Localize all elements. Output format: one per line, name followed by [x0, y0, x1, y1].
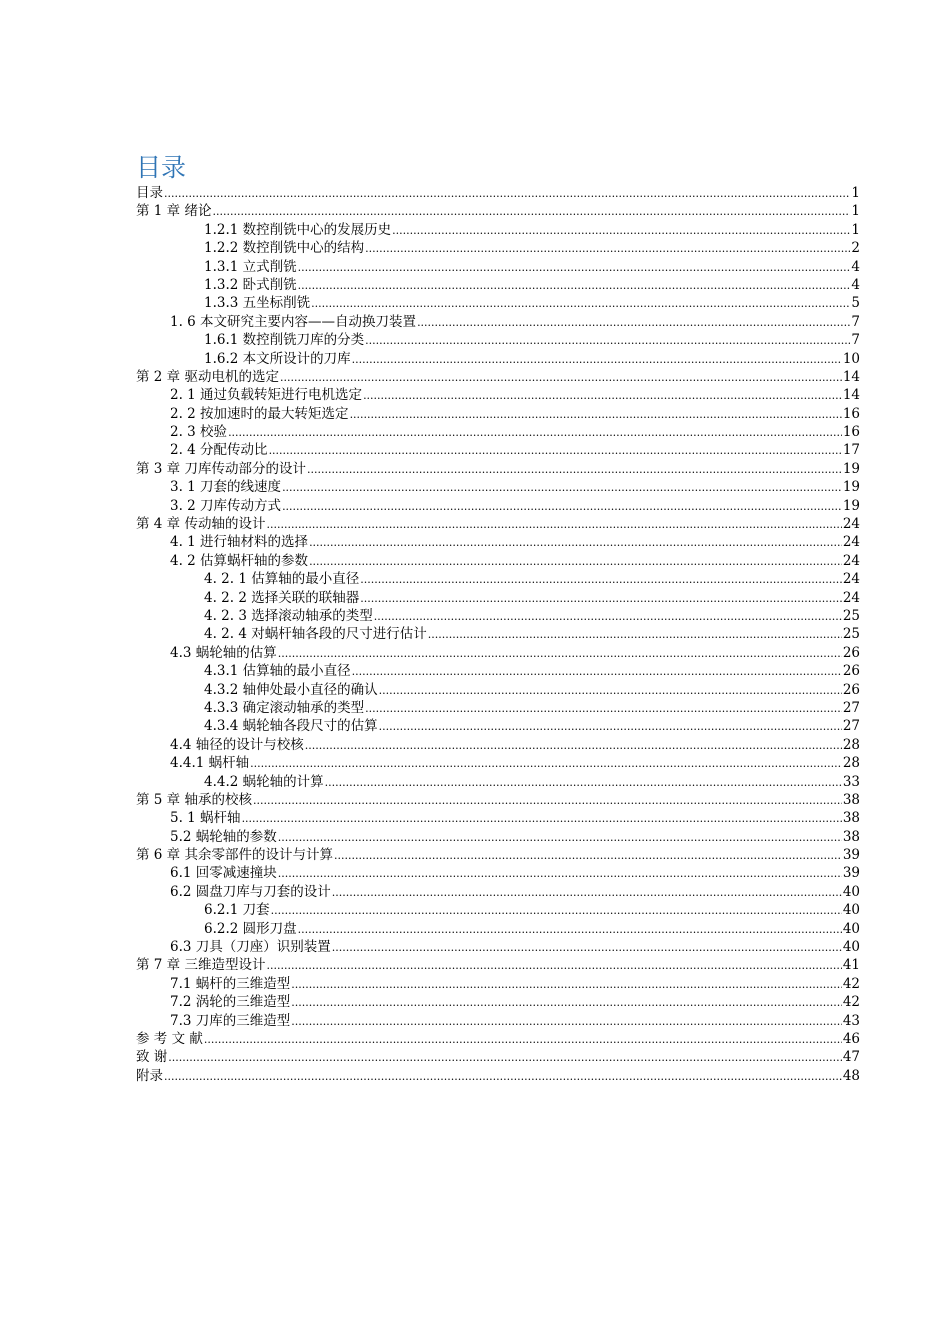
toc-entry[interactable] — [136, 736, 860, 754]
toc-entry-page: 27 — [842, 718, 860, 735]
toc-leader-dots — [334, 847, 842, 864]
toc-entry-text: 4.3.1 估算轴的最小直径 — [204, 663, 351, 680]
toc-leader-dots — [278, 645, 842, 662]
toc-entry[interactable] — [136, 1012, 860, 1030]
toc-entry-text: 2. 4 分配传动比 — [170, 442, 268, 459]
toc-entry-page: 25 — [842, 607, 860, 624]
toc-entry-text: 4. 2. 1 估算轴的最小直径 — [204, 571, 360, 588]
toc-leader-dots — [360, 571, 842, 588]
toc-entry-page: 40 — [842, 920, 860, 937]
toc-entry-text: 3. 1 刀套的线速度 — [170, 479, 282, 496]
toc-entry-page: 25 — [842, 626, 860, 643]
toc-entry-text: 1.2.2 数控削铣中心的结构 — [204, 240, 365, 257]
toc-entry-text: 2. 2 按加速时的最大转矩选定 — [170, 405, 349, 422]
toc-entry-text: 第 1 章 绪论 — [136, 203, 212, 220]
toc-entry-page: 26 — [842, 644, 860, 661]
toc-entry-text: 第 5 章 轴承的校核 — [136, 791, 252, 808]
toc-entry-text: 5.2 蜗轮轴的参数 — [170, 828, 277, 845]
toc-entry-text: 2. 3 校验 — [170, 424, 228, 441]
toc-entry-page: 38 — [842, 828, 860, 845]
toc-entry[interactable] — [136, 644, 860, 662]
toc-entry-text: 1.2.1 数控削铣中心的发展历史 — [204, 221, 392, 238]
toc-leader-dots — [291, 1013, 842, 1030]
toc-entry[interactable] — [136, 809, 860, 827]
toc-entry-page: 27 — [842, 699, 860, 716]
toc-entry-page: 26 — [842, 663, 860, 680]
toc-entry[interactable] — [136, 1030, 860, 1048]
toc-leader-dots — [428, 626, 842, 643]
toc-entry-page: 41 — [842, 957, 860, 974]
toc-entry[interactable] — [136, 938, 860, 956]
toc-entry-text: 4. 2. 2 选择关联的联轴器 — [204, 589, 360, 606]
toc-entry[interactable] — [136, 497, 860, 515]
toc-leader-dots — [212, 203, 850, 220]
toc-entry[interactable] — [136, 276, 860, 294]
toc-entry-page: 40 — [842, 902, 860, 919]
toc-leader-dots — [282, 498, 842, 515]
toc-entry[interactable] — [136, 184, 860, 202]
toc-entry[interactable] — [136, 221, 860, 239]
toc-entry-page: 16 — [842, 424, 860, 441]
toc-entry-text: 6.2 圆盘刀库与刀套的设计 — [170, 883, 331, 900]
toc-leader-dots — [365, 240, 850, 257]
toc-entry-text: 4.4 轴径的设计与校核 — [170, 736, 304, 753]
toc-leader-dots — [253, 792, 842, 809]
toc-leader-dots — [298, 259, 851, 276]
toc-entry-page: 14 — [842, 387, 860, 404]
toc-entry[interactable] — [136, 846, 860, 864]
toc-entry-page: 38 — [842, 791, 860, 808]
toc-leader-dots — [363, 387, 842, 404]
toc-leader-dots — [311, 295, 850, 312]
toc-entry-text: 6.2.2 圆形刀盘 — [204, 920, 297, 937]
toc-leader-dots — [365, 700, 842, 717]
toc-entry[interactable] — [136, 294, 860, 312]
toc-leader-dots — [242, 810, 842, 827]
toc-entry-text: 参 考 文 献 — [136, 1030, 203, 1047]
toc-leader-dots — [266, 957, 841, 974]
toc-entry-text: 4. 2. 3 选择滚动轴承的类型 — [204, 607, 373, 624]
table-of-contents — [136, 184, 860, 1085]
toc-entry-text: 4.4.1 蜗杆轴 — [170, 755, 250, 772]
toc-entry[interactable] — [136, 239, 860, 257]
toc-entry-page: 24 — [842, 552, 860, 569]
toc-entry[interactable] — [136, 754, 860, 772]
toc-entry-page: 19 — [842, 479, 860, 496]
toc-entry[interactable] — [136, 699, 860, 717]
toc-entry-page: 46 — [842, 1030, 860, 1047]
toc-leader-dots — [379, 718, 842, 735]
toc-entry-text: 4. 1 进行轴材料的选择 — [170, 534, 309, 551]
toc-entry-text: 4.3 蜗轮轴的估算 — [170, 644, 277, 661]
toc-entry-text: 第 3 章 刀库传动部分的设计 — [136, 460, 306, 477]
toc-leader-dots — [282, 479, 842, 496]
toc-leader-dots — [266, 516, 841, 533]
toc-entry-page: 4 — [851, 276, 860, 293]
toc-leader-dots — [307, 461, 842, 478]
toc-leader-dots — [379, 682, 842, 699]
toc-leader-dots — [228, 424, 842, 441]
toc-entry[interactable] — [136, 460, 860, 478]
toc-leader-dots — [280, 369, 842, 386]
toc-leader-dots — [204, 1031, 842, 1048]
toc-entry-page: 48 — [842, 1067, 860, 1084]
toc-entry-page: 39 — [842, 847, 860, 864]
toc-entry-page: 33 — [842, 773, 860, 790]
toc-entry[interactable] — [136, 441, 860, 459]
toc-entry-text: 5. 1 蜗杆轴 — [170, 810, 241, 827]
toc-entry[interactable] — [136, 202, 860, 220]
toc-entry-page: 26 — [842, 681, 860, 698]
toc-leader-dots — [298, 277, 851, 294]
toc-leader-dots — [291, 994, 842, 1011]
toc-entry[interactable] — [136, 368, 860, 386]
toc-leader-dots — [164, 185, 850, 202]
toc-leader-dots — [291, 976, 842, 993]
toc-entry-text: 4.4.2 蜗轮轴的计算 — [204, 773, 324, 790]
toc-leader-dots — [278, 865, 842, 882]
toc-entry[interactable] — [136, 920, 860, 938]
toc-entry-page: 1 — [851, 221, 860, 238]
toc-entry[interactable] — [136, 515, 860, 533]
toc-entry-text: 3. 2 刀库传动方式 — [170, 497, 282, 514]
toc-entry[interactable] — [136, 386, 860, 404]
toc-entry-page: 40 — [842, 883, 860, 900]
toc-leader-dots — [309, 553, 842, 570]
toc-entry-text: 1.3.1 立式削铣 — [204, 258, 297, 275]
toc-entry-page: 24 — [842, 589, 860, 606]
toc-leader-dots — [325, 774, 842, 791]
toc-entry-page: 24 — [842, 534, 860, 551]
toc-entry[interactable] — [136, 662, 860, 680]
toc-leader-dots — [360, 590, 842, 607]
toc-entry-text: 4.3.3 确定滚动轴承的类型 — [204, 699, 365, 716]
toc-entry-text: 6.3 刀具（刀座）识别装置 — [170, 939, 331, 956]
toc-entry[interactable] — [136, 993, 860, 1011]
toc-entry[interactable] — [136, 552, 860, 570]
toc-leader-dots — [332, 939, 842, 956]
toc-entry[interactable] — [136, 625, 860, 643]
toc-leader-dots — [365, 332, 850, 349]
toc-entry-page: 19 — [842, 497, 860, 514]
toc-entry[interactable] — [136, 791, 860, 809]
toc-entry-text: 附录 — [136, 1067, 163, 1084]
toc-leader-dots — [417, 314, 850, 331]
toc-entry[interactable] — [136, 533, 860, 551]
toc-entry-page: 5 — [851, 295, 860, 312]
toc-leader-dots — [374, 608, 842, 625]
toc-entry-page: 38 — [842, 810, 860, 827]
toc-entry[interactable] — [136, 350, 860, 368]
toc-entry-text: 目录 — [136, 185, 163, 201]
toc-title: 目录 — [136, 153, 187, 182]
toc-entry[interactable] — [136, 956, 860, 974]
toc-leader-dots — [298, 921, 842, 938]
toc-entry-text: 4. 2. 4 对蜗杆轴各段的尺寸进行估计 — [204, 626, 427, 643]
toc-entry-text: 4.3.4 蜗轮轴各段尺寸的估算 — [204, 718, 378, 735]
toc-entry-page: 7 — [851, 313, 860, 330]
toc-entry-text: 4.3.2 轴伸处最小直径的确认 — [204, 681, 378, 698]
toc-entry-page: 19 — [842, 460, 860, 477]
toc-entry-page: 28 — [842, 736, 860, 753]
toc-entry-text: 致 谢 — [136, 1049, 168, 1066]
toc-entry[interactable] — [136, 681, 860, 699]
toc-entry-text: 第 6 章 其余零部件的设计与计算 — [136, 847, 333, 864]
toc-entry-text: 第 4 章 传动轴的设计 — [136, 516, 266, 533]
toc-entry-text: 7.2 涡轮的三维造型 — [170, 994, 291, 1011]
toc-entry-page: 28 — [842, 755, 860, 772]
toc-entry[interactable] — [136, 828, 860, 846]
toc-entry[interactable] — [136, 607, 860, 625]
toc-entry-page: 14 — [842, 368, 860, 385]
toc-entry-text: 1.6.1 数控削铣刀库的分类 — [204, 332, 365, 349]
toc-entry-text: 6.2.1 刀套 — [204, 902, 270, 919]
toc-entry[interactable] — [136, 975, 860, 993]
toc-leader-dots — [305, 737, 842, 754]
toc-entry-text: 第 7 章 三维造型设计 — [136, 957, 266, 974]
toc-entry-page: 1 — [851, 203, 860, 220]
toc-entry-page: 1 — [851, 185, 860, 201]
toc-entry-page: 4 — [851, 258, 860, 275]
toc-entry-page: 24 — [842, 516, 860, 533]
toc-leader-dots — [352, 351, 842, 368]
toc-entry[interactable] — [136, 717, 860, 735]
toc-entry-text: 1.3.2 卧式削铣 — [204, 276, 297, 293]
toc-entry-page: 40 — [842, 939, 860, 956]
toc-entry-page: 2 — [851, 240, 860, 257]
toc-entry-page: 24 — [842, 571, 860, 588]
toc-entry-page: 47 — [842, 1049, 860, 1066]
toc-entry-text: 7.3 刀库的三维造型 — [170, 1012, 291, 1029]
toc-entry[interactable] — [136, 313, 860, 331]
toc-entry[interactable] — [136, 589, 860, 607]
toc-leader-dots — [350, 406, 842, 423]
toc-entry-text: 1.6.2 本文所设计的刀库 — [204, 350, 351, 367]
toc-entry-text: 1.3.3 五坐标削铣 — [204, 295, 311, 312]
toc-leader-dots — [332, 884, 842, 901]
toc-entry-text: 7.1 蜗杆的三维造型 — [170, 975, 291, 992]
toc-leader-dots — [269, 442, 842, 459]
toc-entry[interactable] — [136, 258, 860, 276]
toc-entry[interactable] — [136, 1067, 860, 1085]
toc-entry-page: 42 — [842, 975, 860, 992]
toc-entry[interactable] — [136, 773, 860, 791]
toc-entry[interactable] — [136, 864, 860, 882]
toc-entry[interactable] — [136, 570, 860, 588]
toc-entry[interactable] — [136, 331, 860, 349]
toc-entry[interactable] — [136, 478, 860, 496]
toc-entry-text: 6.1 回零减速撞块 — [170, 865, 277, 882]
toc-leader-dots — [278, 829, 842, 846]
toc-leader-dots — [392, 222, 850, 239]
toc-leader-dots — [250, 755, 842, 772]
toc-leader-dots — [168, 1049, 842, 1066]
toc-leader-dots — [271, 902, 842, 919]
toc-entry-page: 17 — [842, 442, 860, 459]
toc-entry[interactable] — [136, 423, 860, 441]
toc-entry[interactable] — [136, 405, 860, 423]
toc-entry-page: 16 — [842, 405, 860, 422]
toc-entry[interactable] — [136, 1048, 860, 1066]
toc-leader-dots — [309, 534, 842, 551]
toc-entry[interactable] — [136, 883, 860, 901]
toc-entry[interactable] — [136, 901, 860, 919]
toc-entry-page: 7 — [851, 332, 860, 349]
toc-leader-dots — [164, 1068, 842, 1085]
toc-entry-page: 43 — [842, 1012, 860, 1029]
toc-entry-page: 10 — [842, 350, 860, 367]
toc-entry-page: 42 — [842, 994, 860, 1011]
toc-entry-page: 39 — [842, 865, 860, 882]
toc-entry-text: 2. 1 通过负载转矩进行电机选定 — [170, 387, 363, 404]
toc-leader-dots — [352, 663, 842, 680]
toc-entry-text: 4. 2 估算蜗杆轴的参数 — [170, 552, 309, 569]
toc-entry-text: 1. 6 本文研究主要内容——自动换刀装置 — [170, 313, 417, 330]
toc-entry-text: 第 2 章 驱动电机的选定 — [136, 368, 279, 385]
